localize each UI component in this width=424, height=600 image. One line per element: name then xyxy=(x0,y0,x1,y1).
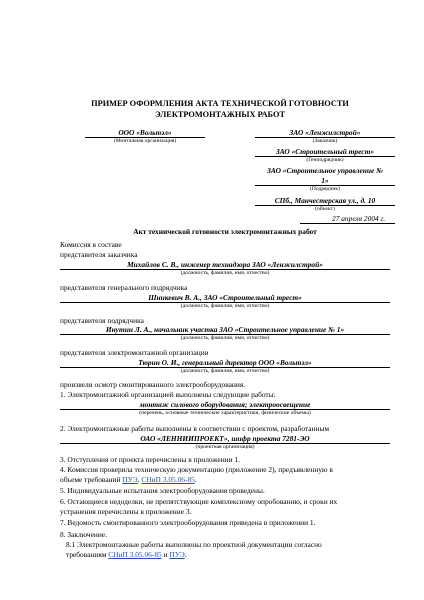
sub-rep-label: представителя подрядчика xyxy=(60,316,144,325)
subcontractor-name-line2: 1» xyxy=(321,176,329,185)
item-8-text: 8. Заключение. xyxy=(60,530,107,539)
gc-rep-label: представителя генерального подрядчика xyxy=(60,283,188,292)
customer-caption: (Заказчик) xyxy=(312,138,338,144)
installer-caption: (Монтажная организация) xyxy=(113,138,177,144)
general-contractor-caption: (Генподрядчик) xyxy=(306,157,344,163)
item-6-line2: устранения перечислены в приложение 3. xyxy=(60,507,192,516)
item-8-1-line2 xyxy=(66,550,187,559)
gc-rep-caption: (должность, фамилия, имя, отчество) xyxy=(180,303,270,309)
snip-link-2[interactable]: СНиП 3.05.06-85 xyxy=(108,550,162,559)
customer-rep-label: представителя заказчика xyxy=(60,250,138,259)
document-title-line2: ЭЛЕКТРОМОНТАЖНЫХ РАБОТ xyxy=(155,110,285,119)
object-address: СПб., Манчестерская ул., д. 10 xyxy=(274,196,376,205)
el-rep-caption: (должность, фамилия, имя, отчество) xyxy=(180,368,270,374)
item-4-separator: , xyxy=(137,475,140,484)
document-title-line1: ПРИМЕР ОФОРМЛЕНИЯ АКТА ТЕХНИЧЕСКОЙ ГОТОВНОСТИ xyxy=(91,99,349,108)
sub-rep-value: Инутин Л. А., начальник участка ЗАО «Строительное управление № 1» xyxy=(105,325,345,334)
customer-rep-value: Михайлов С. В., инженер технадзора ЗАО «Ленжилстрой» xyxy=(127,260,323,269)
item-5-text: 5. Индивидуальные испытания электрооборудования проведены. xyxy=(60,486,265,495)
inspected-text: произвели осмотр смонтированного электрооборудования. xyxy=(60,380,246,389)
commission-intro: Комиссия в составе xyxy=(60,240,122,249)
subcontractor-caption: (Подрядчик) xyxy=(310,186,340,192)
snip-link[interactable]: СНиП 3.05.06-85 xyxy=(141,475,195,484)
pue-link[interactable]: ПУЭ xyxy=(122,475,138,484)
date-underline xyxy=(300,223,395,224)
item-8-1-line1: 8.1 Электромонтажные работы выполнены по проектной документации согласно xyxy=(66,540,322,549)
el-rep-label: представителя электромонтажной организации xyxy=(60,348,209,357)
item-4-line2 xyxy=(60,475,197,484)
item-2-caption: (проектная организация) xyxy=(195,444,255,450)
item-8-1-prefix: требованиям xyxy=(66,550,107,559)
act-title: Акт технической готовности электромонтажных работ xyxy=(133,227,317,236)
document-date: 27 апреля 2004 г. xyxy=(332,214,386,223)
item-3-text: 3. Отступления от проекта перечислены в приложении 1. xyxy=(60,455,240,464)
item-4-line1: 4. Комиссия проверила техническую документацию (приложение 2), предъявленную в xyxy=(60,465,333,474)
el-rep-value: Тюрин О. И., генеральный директор ООО «Вольтэл» xyxy=(138,358,312,367)
customer-rep-caption: (должность, фамилия, имя, отчество) xyxy=(180,270,270,276)
item-1-text: 1. Электромонтажной организацией выполнены следующие работы: xyxy=(60,390,276,399)
item-7-text: 7. Ведомость смонтированного электрооборудования приведена в приложении 1. xyxy=(60,518,316,527)
item-8-1-end: . xyxy=(184,550,187,559)
gc-rep-value: Шникевич В. А., ЗАО «Строительный трест» xyxy=(148,293,302,302)
item-8-1-and: и xyxy=(163,550,168,559)
pue-link-2[interactable]: ПУЭ xyxy=(169,550,185,559)
item-4-end: . xyxy=(194,475,197,484)
customer-name: ЗАО «Ленжилстрой» xyxy=(289,128,361,137)
item-2-text: 2. Электромонтажные работы выполнены в соответствии с проектом, разработанным xyxy=(60,424,330,433)
item-2-value: ОАО «ЛЕННИИПРОЕКТ», шифр проекта 7281-ЭО xyxy=(140,434,310,443)
general-contractor-name: ЗАО «Строительный трест» xyxy=(275,147,375,156)
item-1-value: монтаж силового оборудования; электроосвещение xyxy=(139,400,311,409)
installer-name: ООО «Вольтэл» xyxy=(118,128,172,137)
item-4-prefix: объеме требований xyxy=(60,475,121,484)
item-6-line1: 6. Остающиеся недоделки, не препятствующие комплексному опробованию, и сроки их xyxy=(60,497,338,506)
object-caption: (объект) xyxy=(315,206,335,212)
subcontractor-name-line1: ЗАО «Строительное управление № xyxy=(267,166,383,175)
sub-rep-caption: (должность, фамилия, имя, отчество) xyxy=(180,335,270,341)
item-1-caption: (перечень, основные технические характеристики, физические объемы) xyxy=(139,410,311,416)
